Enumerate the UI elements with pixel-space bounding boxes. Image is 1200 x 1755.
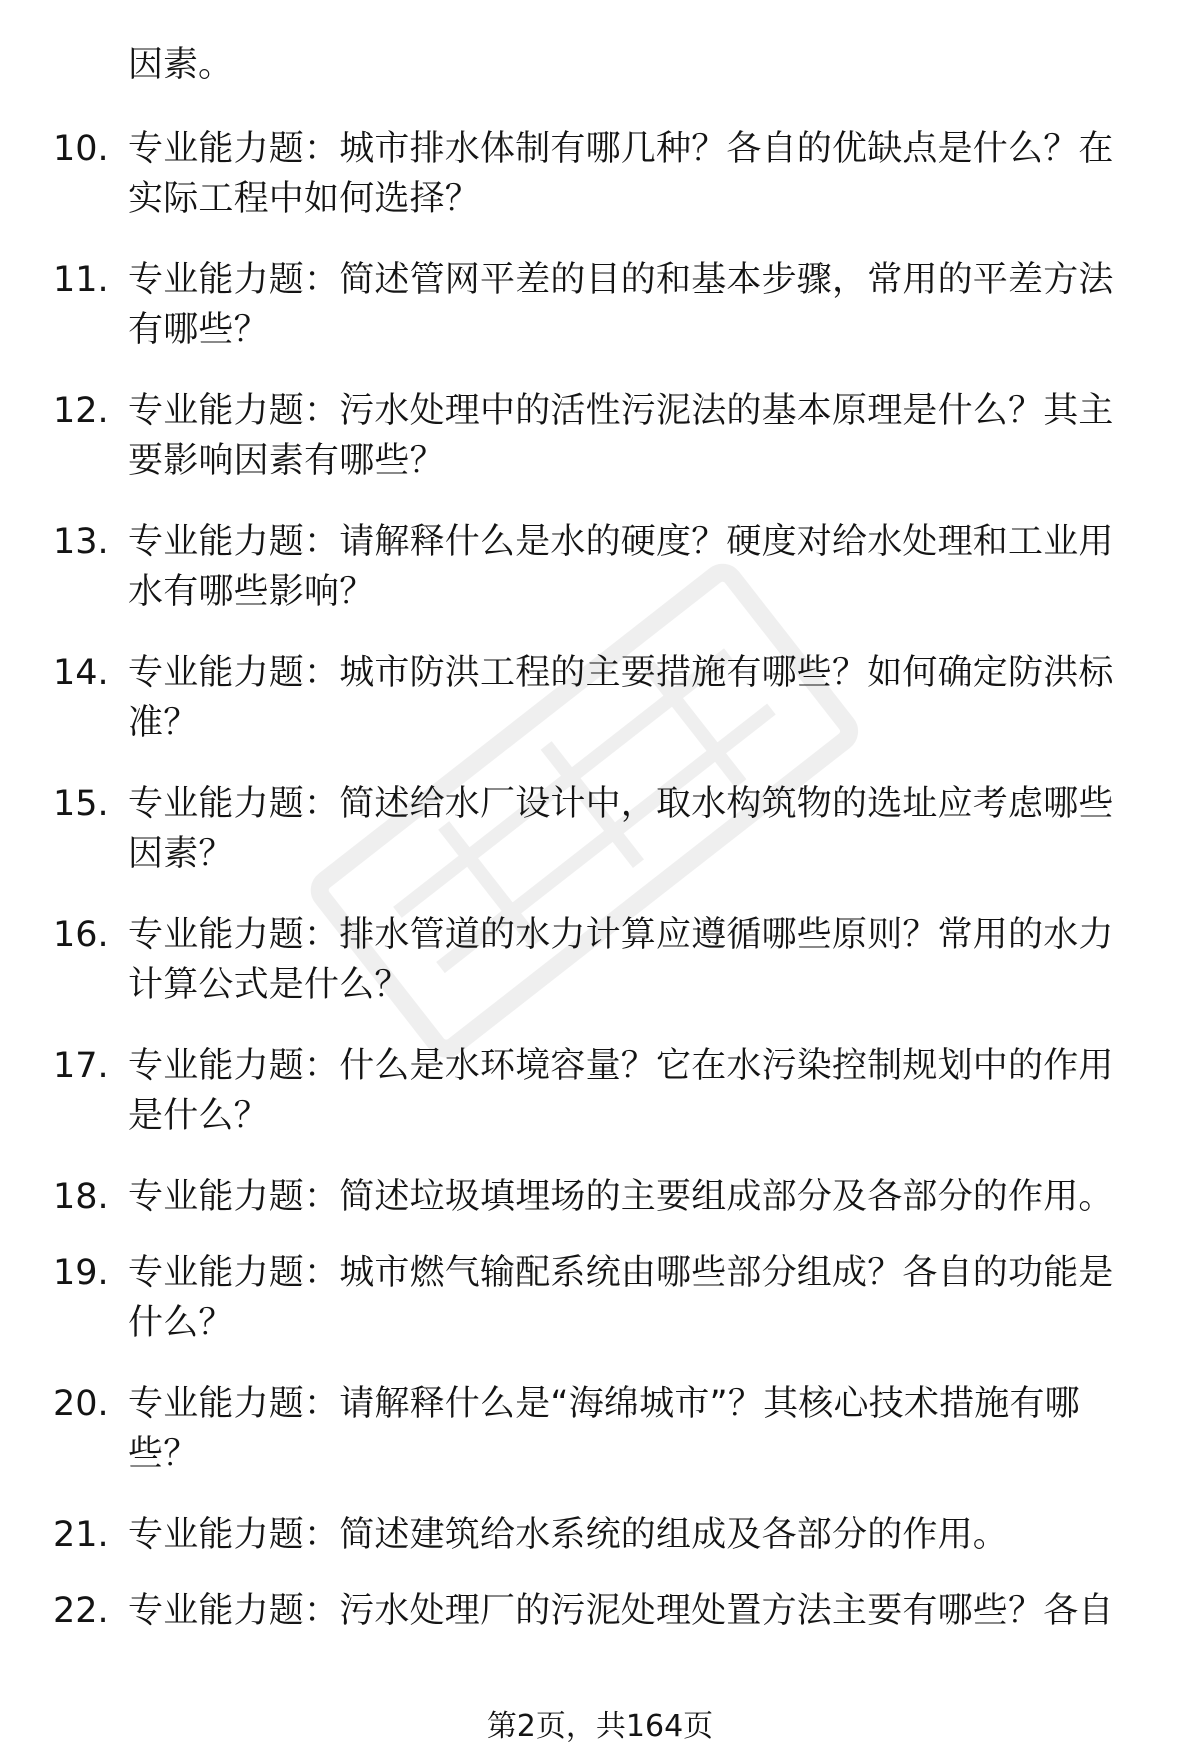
question-text: 专业能力题：简述垃圾填埋场的主要组成部分及各部分的作用。: [128, 1177, 1114, 1217]
question-number: 21.: [53, 1515, 109, 1555]
page-footer: 第2页，共164页: [486, 1709, 714, 1744]
question-text: 专业能力题：请解释什么是水的硬度？硬度对给水处理和工业用水有哪些影响？: [128, 522, 1114, 612]
question-item: [0, 910, 1200, 1020]
question-text: 专业能力题：什么是水环境容量？它在水污染控制规划中的作用是什么？: [128, 1046, 1114, 1136]
question-item: [0, 255, 1200, 365]
question-number: 12.: [53, 391, 109, 431]
question-item: [0, 1248, 1200, 1358]
question-item: [0, 517, 1200, 627]
question-text: 专业能力题：简述管网平差的目的和基本步骤，常用的平差方法有哪些？: [128, 260, 1114, 350]
question-number: 10.: [53, 129, 109, 169]
question-number: 11.: [53, 260, 109, 300]
question-item: [0, 1041, 1200, 1151]
question-text: 专业能力题：城市防洪工程的主要措施有哪些？如何确定防洪标准？: [128, 653, 1114, 743]
question-number: 20.: [53, 1384, 109, 1424]
question-list: [0, 124, 1200, 1662]
question-number: 18.: [53, 1177, 109, 1217]
question-item: [0, 1379, 1200, 1489]
question-item: [0, 1586, 1200, 1641]
previous-question-continuation: 因素。: [128, 45, 234, 85]
question-text: 专业能力题：污水处理中的活性污泥法的基本原理是什么？其主要影响因素有哪些？: [128, 391, 1114, 481]
question-text: 专业能力题：简述给水厂设计中，取水构筑物的选址应考虑哪些因素？: [128, 784, 1114, 874]
question-text: 专业能力题：污水处理厂的污泥处理处置方法主要有哪些？各自: [128, 1591, 1114, 1631]
question-text: 专业能力题：城市排水体制有哪几种？各自的优缺点是什么？在实际工程中如何选择？: [128, 129, 1114, 219]
question-text: 专业能力题：请解释什么是“海绵城市”？其核心技术措施有哪些？: [128, 1384, 1080, 1474]
question-number: 14.: [53, 653, 109, 693]
question-text: 专业能力题：排水管道的水力计算应遵循哪些原则？常用的水力计算公式是什么？: [128, 915, 1114, 1005]
question-item: [0, 779, 1200, 889]
question-text: 专业能力题：简述建筑给水系统的组成及各部分的作用。: [128, 1515, 1009, 1555]
question-number: 19.: [53, 1253, 109, 1293]
question-text: 专业能力题：城市燃气输配系统由哪些部分组成？各自的功能是什么？: [128, 1253, 1114, 1343]
question-number: 15.: [53, 784, 109, 824]
question-number: 13.: [53, 522, 109, 562]
question-item: [0, 648, 1200, 758]
question-number: 17.: [53, 1046, 109, 1086]
question-number: 16.: [53, 915, 109, 955]
question-item: [0, 124, 1200, 234]
question-number: 22.: [53, 1591, 109, 1631]
question-item: [0, 1172, 1200, 1227]
question-item: [0, 1510, 1200, 1565]
question-item: [0, 386, 1200, 496]
